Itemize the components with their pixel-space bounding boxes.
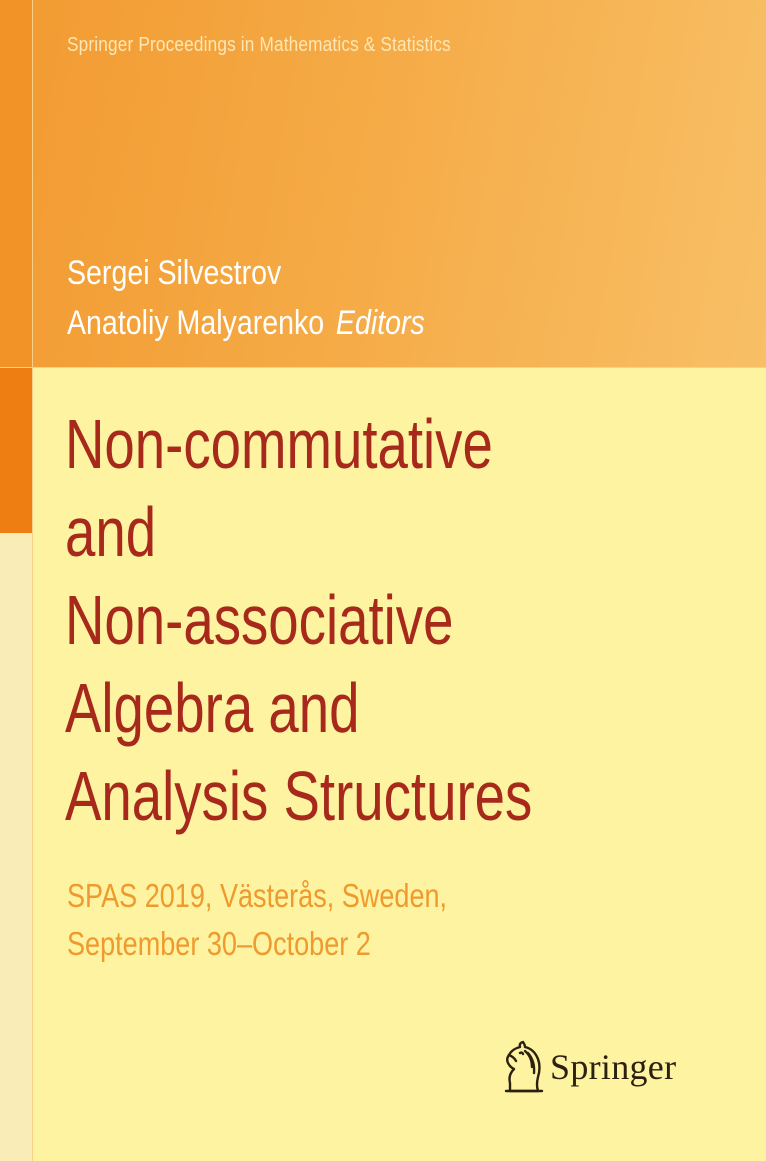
spine-strip-top	[0, 0, 32, 367]
book-subtitle	[67, 872, 447, 968]
subtitle-line: September 30–October 2	[67, 925, 371, 962]
chess-knight-icon	[498, 1039, 544, 1095]
publisher-name: Springer	[550, 1047, 677, 1087]
title-line: and	[65, 493, 157, 571]
series-title: Springer Proceedings in Mathematics & Statistics	[67, 34, 451, 56]
title-line: Analysis Structures	[65, 757, 533, 835]
editor-name: Anatoliy Malyarenko	[67, 304, 325, 342]
title-line: Algebra and	[65, 669, 360, 747]
editors-role: Editors	[335, 304, 425, 342]
spine-accent-block	[0, 367, 32, 533]
publisher-logo	[498, 1037, 676, 1097]
spine-strip-bottom	[0, 533, 32, 1161]
subtitle-line: SPAS 2019, Västerås, Sweden,	[67, 877, 448, 914]
divider-vertical	[32, 0, 33, 1161]
title-line: Non-associative	[65, 581, 454, 659]
book-title	[65, 400, 532, 840]
editor-name: Sergei Silvestrov	[67, 254, 282, 292]
divider-horizontal	[0, 367, 766, 368]
editors-block	[67, 248, 425, 348]
title-line: Non-commutative	[65, 405, 493, 483]
